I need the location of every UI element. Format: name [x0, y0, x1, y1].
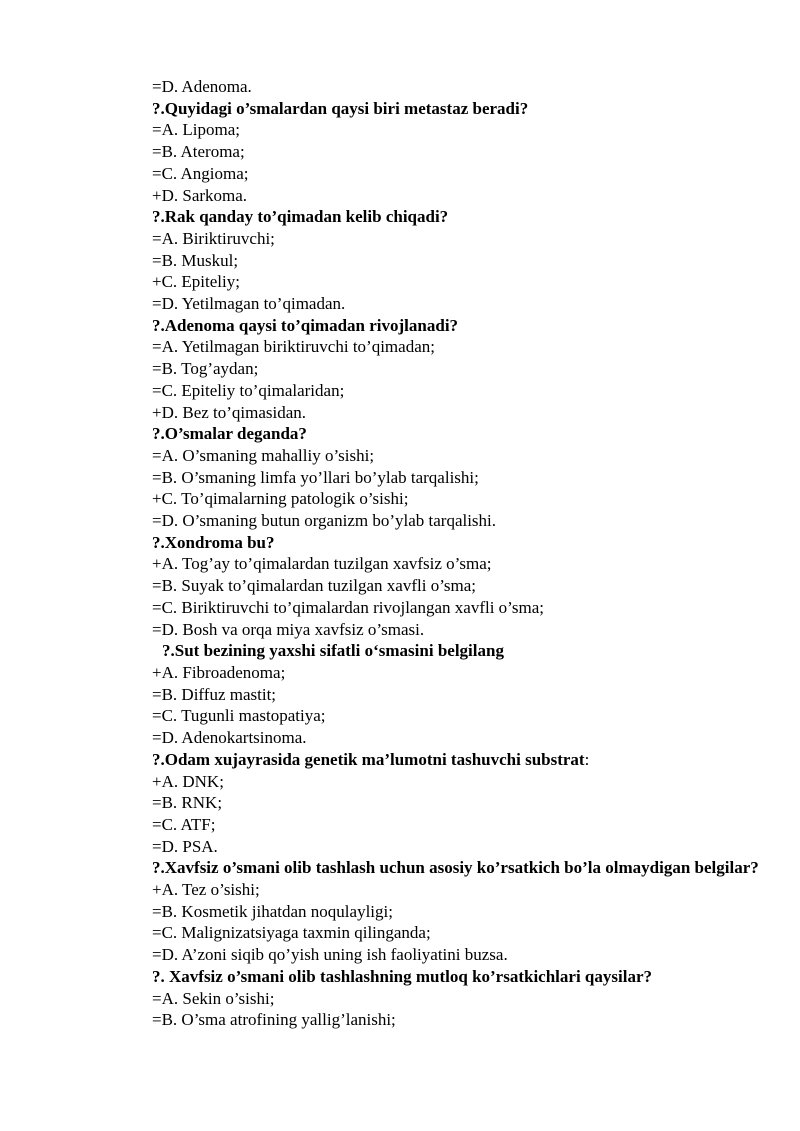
- answer-option: =A. Lipoma;: [152, 120, 240, 140]
- answer-option: =B. Tog’aydan;: [152, 359, 259, 379]
- answer-option: =B. Muskul;: [152, 250, 239, 270]
- answer-option: =D. Yetilmagan to’qimadan.: [152, 294, 346, 314]
- document-page: [152, 76, 762, 1031]
- answer-option: =A. Sekin o’sishi;: [152, 988, 275, 1008]
- question-text: ?.Rak qanday to’qimadan kelib chiqadi?: [152, 207, 449, 227]
- answer-option: =D. A’zoni siqib qo’yish uning ish faoliyatini buzsa.: [152, 945, 508, 965]
- answer-option: +A. Tez o’sishi;: [152, 880, 260, 900]
- question-text: ?.Xavfsiz o’smani olib tashlash uchun asosiy ko’rsatkich bo’la olmaydigan belgilar?: [152, 858, 759, 878]
- answer-option: +A. Tog’ay to’qimalardan tuzilgan xavfsiz o’sma;: [152, 554, 492, 574]
- answer-option: =A. O’smaning mahalliy o’sishi;: [152, 445, 375, 465]
- answer-option: =C. ATF;: [152, 814, 216, 834]
- question-text: ?.Sut bezining yaxshi sifatli o‘smasini belgilang: [162, 641, 504, 661]
- answer-option: =C. Biriktiruvchi to’qimalardan rivojlangan xavfli o’sma;: [152, 597, 545, 617]
- answer-option: =B. Suyak to’qimalardan tuzilgan xavfli o’sma;: [152, 576, 477, 596]
- question-text: [152, 749, 762, 771]
- answer-option: =B. O’smaning limfa yo’llari bo’ylab tarqalishi;: [152, 467, 479, 487]
- question-main: ?.Odam xujayrasida genetik ma’lumotni tashuvchi substrat: [152, 749, 585, 769]
- answer-option: =B. Diffuz mastit;: [152, 684, 277, 704]
- question-text: ?.Xondroma bu?: [152, 532, 275, 552]
- answer-option: =D. O’smaning butun organizm bo’ylab tarqalishi.: [152, 511, 497, 531]
- question-text: ?.Adenoma qaysi to’qimadan rivojlanadi?: [152, 315, 459, 335]
- answer-option: =D. Bosh va orqa miya xavfsiz o’smasi.: [152, 619, 425, 639]
- answer-option: =C. Angioma;: [152, 163, 249, 183]
- answer-option: +A. Fibroadenoma;: [152, 662, 286, 682]
- question-tail: :: [584, 749, 590, 769]
- answer-option: =D. PSA.: [152, 836, 218, 856]
- answer-option: =C. Tugunli mastopatiya;: [152, 706, 326, 726]
- answer-option: =A. Biriktiruvchi;: [152, 228, 275, 248]
- answer-option: =D. Adenoma.: [152, 77, 252, 96]
- question-text: ?.Quyidagi o’smalardan qaysi biri metastaz beradi?: [152, 98, 529, 118]
- answer-option: +C. Epiteliy;: [152, 272, 240, 292]
- answer-option: =D. Adenokartsinoma.: [152, 728, 307, 748]
- answer-option: =B. Kosmetik jihatdan noqulayligi;: [152, 901, 393, 921]
- answer-option: +C. To’qimalarning patologik o’sishi;: [152, 489, 409, 509]
- answer-option: =B. Ateroma;: [152, 142, 245, 162]
- question-text: ?.O’smalar deganda?: [152, 424, 307, 444]
- answer-option: +D. Bez to’qimasidan.: [152, 402, 307, 422]
- answer-option: =C. Malignizatsiyaga taxmin qilinganda;: [152, 923, 431, 943]
- answer-option: =B. RNK;: [152, 793, 223, 813]
- answer-option: +D. Sarkoma.: [152, 185, 248, 205]
- answer-option: =C. Epiteliy to’qimalaridan;: [152, 380, 345, 400]
- answer-option: =A. Yetilmagan biriktiruvchi to’qimadan;: [152, 337, 435, 357]
- question-text: ?. Xavfsiz o’smani olib tashlashning mutloq ko’rsatkichlari qaysilar?: [152, 966, 652, 986]
- answer-option: =B. O’sma atrofining yallig’lanishi;: [152, 1010, 396, 1030]
- answer-option: +A. DNK;: [152, 771, 224, 791]
